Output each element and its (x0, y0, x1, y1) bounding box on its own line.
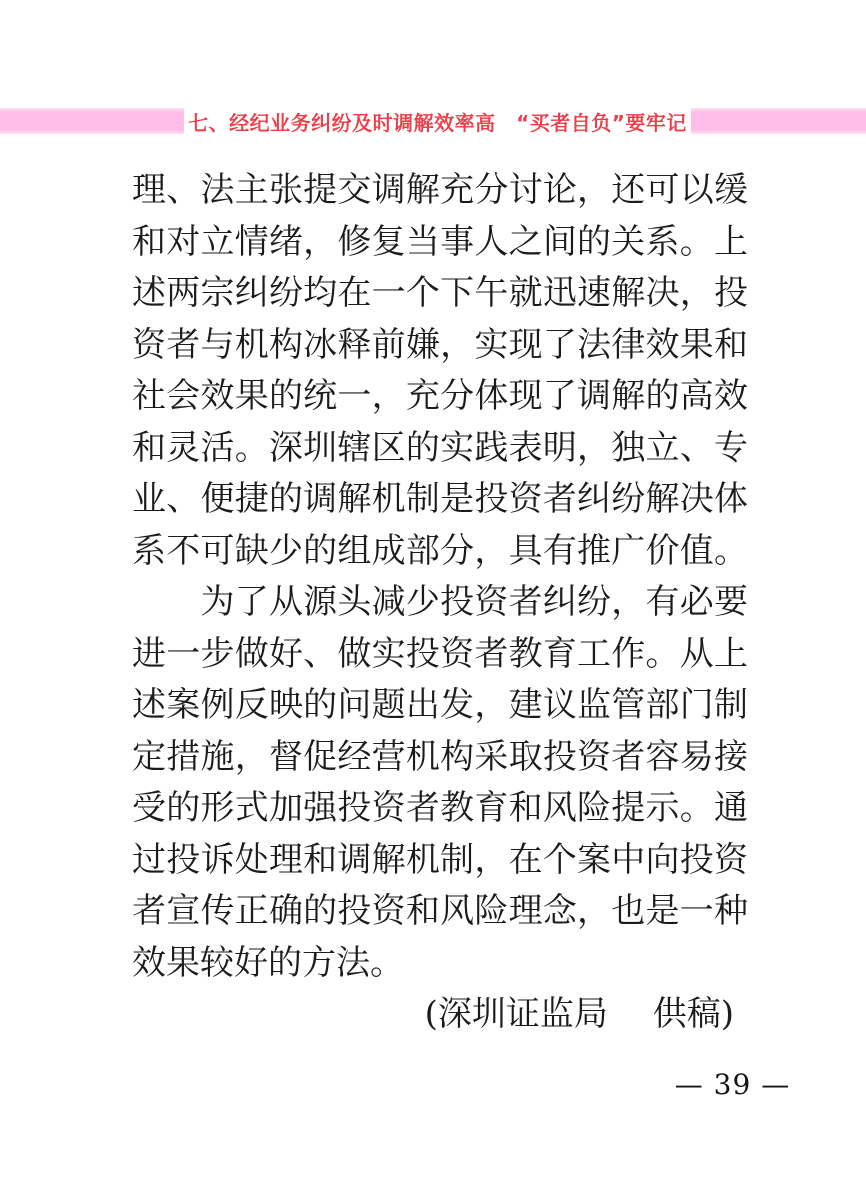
page-number: — 39 — (674, 1068, 791, 1101)
body-text-line: 为了从源头减少投资者纠纷，有必要 (132, 582, 748, 622)
body-text (132, 165, 748, 989)
body-text-line: 和灵活。深圳辖区的实践表明，独立、专 (132, 427, 748, 468)
body-text-line: 述案例反映的问题出发，建议监管部门制 (132, 685, 748, 725)
body-text-line: 述两宗纠纷均在一个下午就迅速解决，投 (132, 273, 748, 313)
body-text-line: 受的形式加强投资者教育和风险提示。通 (132, 788, 748, 828)
body-text-line: 效果较好的方法。 (132, 942, 404, 983)
body-text-line: 资者与机构冰释前嫌，实现了法律效果和 (132, 324, 748, 365)
body-text-line: 社会效果的统一，充分体现了调解的高效 (132, 376, 748, 416)
body-text-line: 定措施，督促经营机构采取投资者容易接 (132, 736, 748, 777)
body-text-line: 者宣传正确的投资和风险理念，也是一种 (132, 891, 748, 931)
body-text-line: 过投诉处理和调解机制，在个案中向投资 (132, 839, 748, 880)
body-text-line: 进一步做好、做实投资者教育工作。从上 (132, 633, 748, 674)
chapter-title: 七、经纪业务纠纷及时调解效率高 “买者自负”要牢记 (188, 110, 687, 135)
attribution-line: (深圳证监局 供稿) (424, 994, 734, 1034)
body-text-line: 理、法主张提交调解充分讨论，还可以缓 (132, 170, 748, 210)
chapter-header (0, 108, 866, 134)
body-text-line: 和对立情绪，修复当事人之间的关系。上 (132, 221, 748, 262)
body-text-line: 业、便捷的调解机制是投资者纠纷解决体 (132, 479, 748, 519)
header-pink-bar-right (691, 108, 866, 134)
body-text-line: 系不可缺少的组成部分，具有推广价值。 (132, 530, 748, 571)
header-pink-bar-left (0, 108, 184, 134)
